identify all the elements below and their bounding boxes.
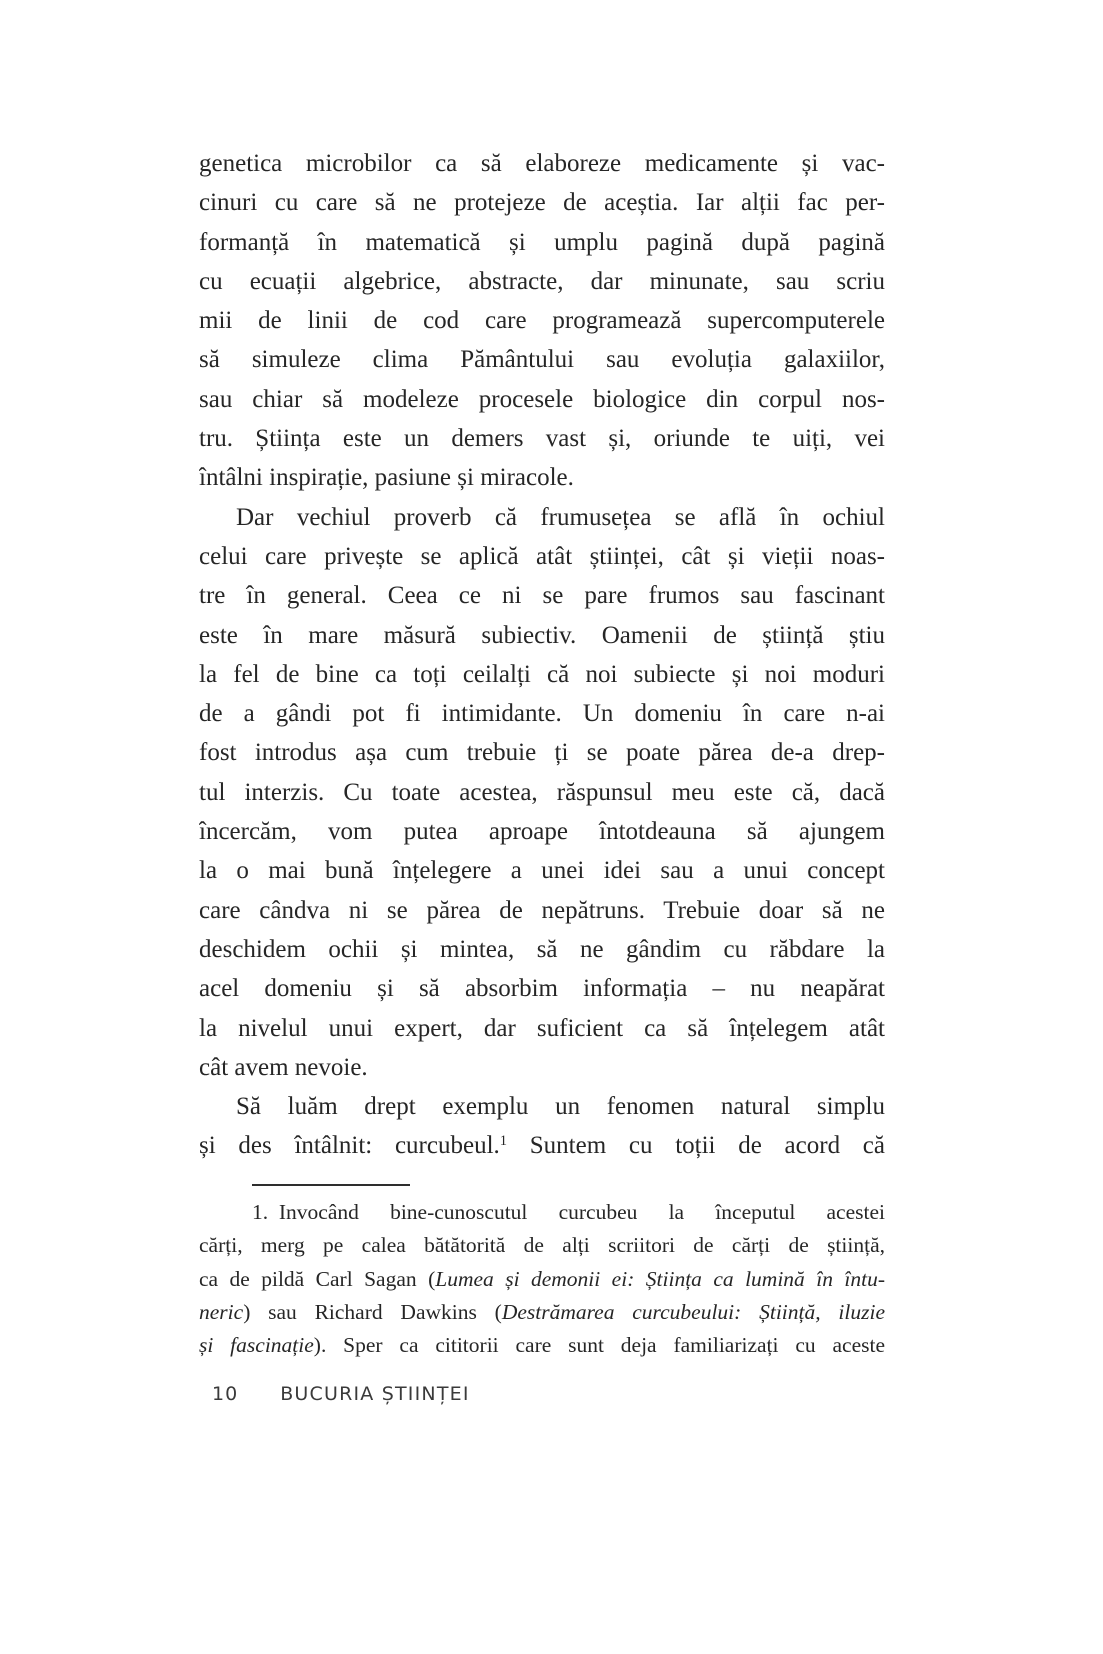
text-segment: și des întâlnit: curcubeul. xyxy=(199,1132,500,1160)
body-line: genetica microbilor ca să elaboreze medicamente și vac- xyxy=(199,150,885,177)
body-text xyxy=(199,144,885,1166)
body-line: cinuri cu care să ne protejeze de aceștia. Iar alții fac per- xyxy=(199,189,885,217)
footnote-lines xyxy=(199,1196,885,1362)
text-segment: ). Sper ca cititorii care sunt deja familiarizați cu aceste xyxy=(313,1333,885,1358)
page-footer xyxy=(212,1383,470,1405)
body-line: tre în general. Ceea ce ni se pare frumos sau fascinant xyxy=(199,582,885,610)
body-line: Să luăm drept exemplu un fenomen natural simplu xyxy=(236,1093,885,1121)
body-line: fost introdus așa cum trebuie ți se poate părea de-a drep- xyxy=(199,739,885,767)
footnote-line xyxy=(199,1329,885,1362)
body-line: Dar vechiul proverb că frumusețea se află în ochiul xyxy=(236,503,885,531)
italic-text-segment: Destrămarea curcubeului: Știință, iluzie xyxy=(501,1299,885,1324)
footnote-block xyxy=(199,1184,885,1362)
body-line: la fel de bine ca toți ceilalți că noi subiecte și noi moduri xyxy=(199,660,885,688)
running-title: BUCURIA ȘTIINȚEI xyxy=(280,1383,470,1405)
footnote-line xyxy=(199,1296,885,1329)
body-line: încercăm, vom putea aproape întotdeauna să ajungem xyxy=(199,818,885,846)
body-line: întâlni inspirație, pasiune și miracole. xyxy=(199,464,574,492)
body-line: la nivelul unui expert, dar suficient ca să înțelegem atât xyxy=(199,1014,885,1042)
body-line: este în mare măsură subiectiv. Oamenii de știință știu xyxy=(199,621,885,649)
body-line: care cândva ni se părea de nepătruns. Trebuie doar să ne xyxy=(199,896,885,924)
footnote-line: 1. Invocând bine-cunoscutul curcubeu la începutul acestei xyxy=(252,1200,885,1224)
body-line: formanță în matematică și umplu pagină după pagină xyxy=(199,228,885,256)
italic-text-segment: Lumea și demonii ei: Știința ca lumină în întu- xyxy=(435,1266,885,1291)
body-line: tru. Știința este un demers vast și, oriunde te uiți, vei xyxy=(199,425,885,453)
body-line: cu ecuații algebrice, abstracte, dar minunate, sau scriu xyxy=(199,267,885,295)
page-number: 10 xyxy=(212,1383,239,1405)
body-line: cât avem nevoie. xyxy=(199,1053,368,1081)
text-segment: ca de pildă Carl Sagan ( xyxy=(199,1266,436,1291)
footnote-reference-superscript: 1 xyxy=(499,1133,508,1150)
footnote-line xyxy=(199,1263,885,1296)
italic-text-segment: neric xyxy=(199,1299,244,1324)
body-line: acel domeniu și să absorbim informația – nu neapărat xyxy=(199,975,885,1003)
body-line: sau chiar să modeleze procesele biologice din corpul nos- xyxy=(199,385,885,413)
italic-text-segment: și fascinație xyxy=(199,1333,314,1358)
body-line: la o mai bună înțelegere a unei idei sau a unui concept xyxy=(199,857,885,885)
text-segment: ) sau Richard Dawkins ( xyxy=(243,1299,502,1324)
body-line: deschidem ochii și mintea, să ne gândim cu răbdare la xyxy=(199,935,885,963)
body-line xyxy=(199,1126,885,1165)
body-line: de a gândi pot fi intimidante. Un domeniu în care n-ai xyxy=(199,700,885,728)
body-line: tul interzis. Cu toate acestea, răspunsul meu este că, dacă xyxy=(199,778,885,806)
body-line: să simuleze clima Pământului sau evoluția galaxiilor, xyxy=(199,346,885,374)
body-line: celui care privește se aplică atât științei, cât și vieții noas- xyxy=(199,542,885,570)
footnote-line: cărți, merg pe calea bătătorită de alți scriitori de cărți de știință, xyxy=(199,1233,885,1258)
footnote-separator-rule xyxy=(252,1184,410,1186)
text-segment: Suntem cu toții de acord că xyxy=(507,1132,885,1160)
body-line: mii de linii de cod care programează supercomputerele xyxy=(199,307,885,335)
